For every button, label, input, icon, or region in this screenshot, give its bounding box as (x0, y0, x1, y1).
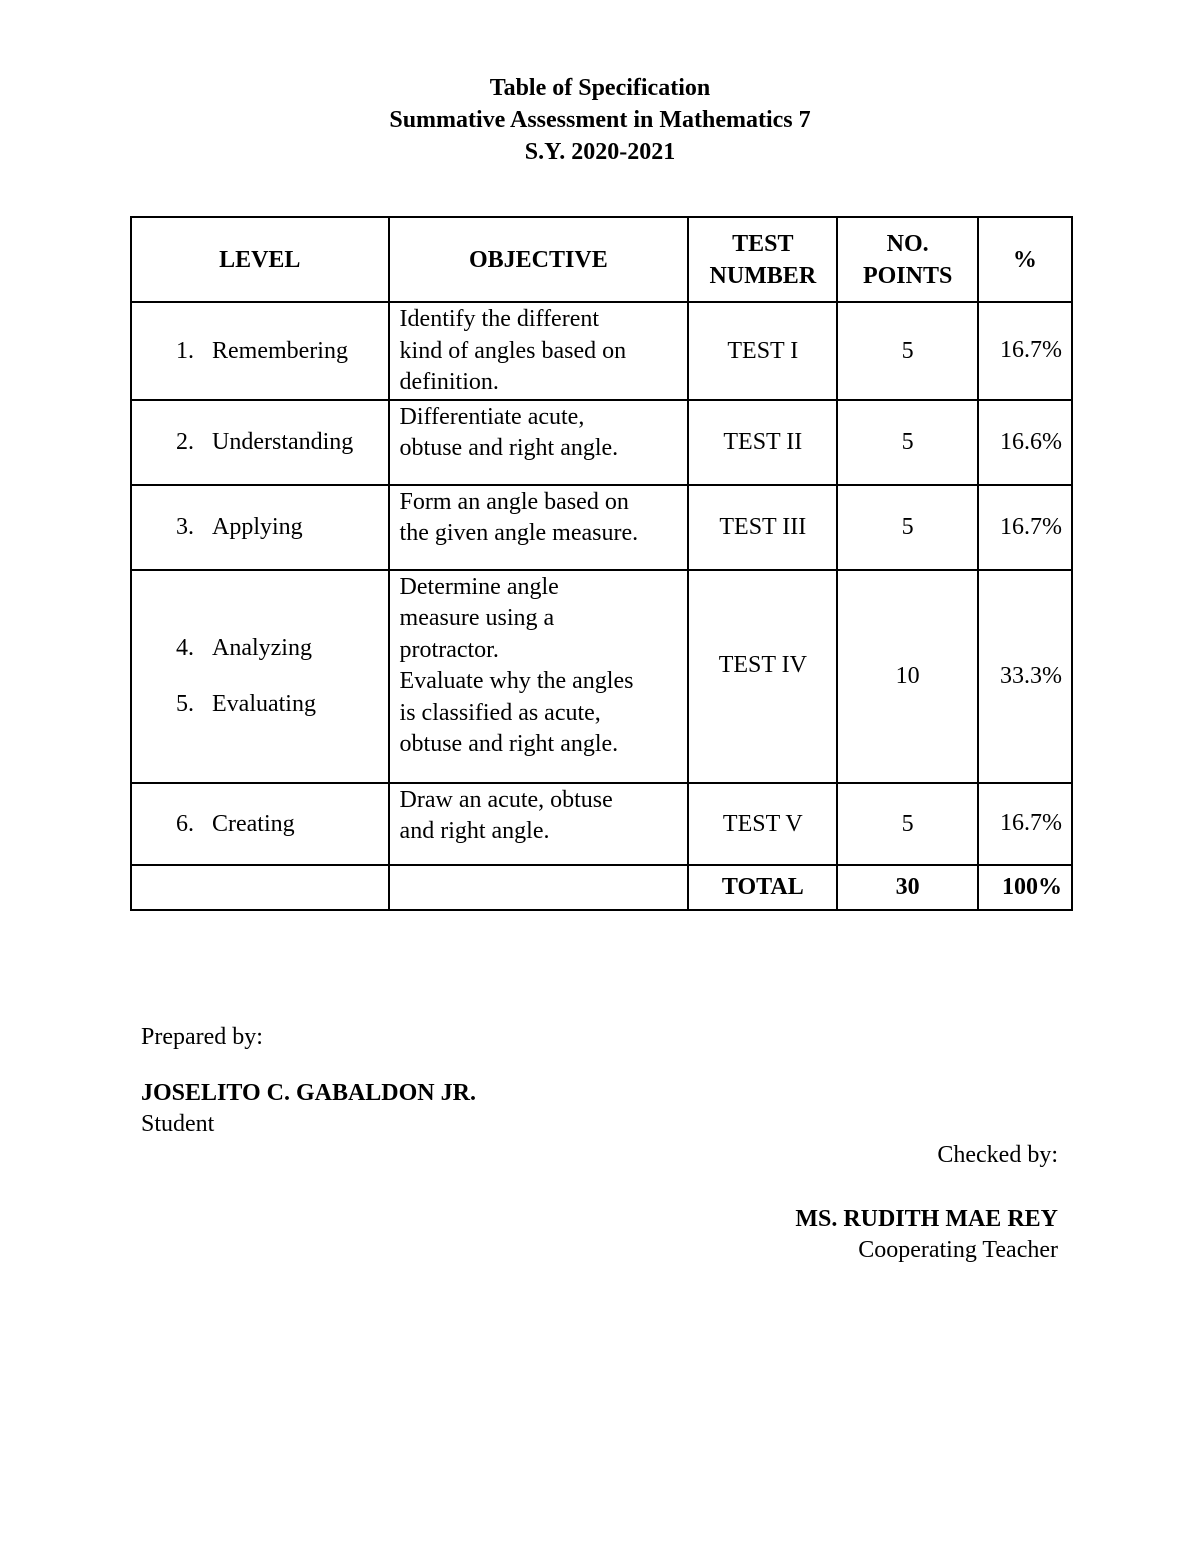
percent-cell: 16.6% (978, 400, 1072, 485)
total-label: TOTAL (688, 865, 837, 910)
level-cell (131, 783, 389, 865)
table-row (131, 302, 1072, 400)
header-level: LEVEL (131, 217, 389, 302)
objective-line: Identify the different (399, 306, 600, 332)
table-row (131, 783, 1072, 865)
header-test-number-line2: NUMBER (709, 262, 817, 289)
level-item (176, 688, 388, 720)
level-item (176, 511, 388, 543)
objective-line: measure using a (399, 605, 555, 631)
objective-cell (389, 570, 689, 783)
empty-cell (389, 865, 689, 910)
objective-cell (389, 485, 689, 570)
objective-cell (389, 783, 689, 865)
objective-cell (389, 400, 689, 485)
test-number-cell: TEST III (688, 485, 837, 570)
points-cell: 5 (837, 400, 977, 485)
level-cell (131, 400, 389, 485)
header-points-line2: POINTS (862, 262, 953, 289)
level-item (176, 808, 388, 840)
percent-cell: 33.3% (978, 570, 1072, 783)
table-row (131, 400, 1072, 485)
table-row (131, 485, 1072, 570)
header-objective: OBJECTIVE (389, 217, 689, 302)
level-name: Creating (212, 810, 295, 837)
level-cell (131, 570, 389, 783)
level-number: 4. (176, 635, 194, 661)
header-points-line1: NO. (886, 230, 929, 257)
prepared-by-role: Student (141, 1111, 215, 1137)
objective-line: Differentiate acute, (399, 403, 585, 430)
test-number-cell: TEST II (688, 400, 837, 485)
checked-by-name-text: MS. RUDITH MAE REY (795, 1206, 1058, 1232)
document-subtitle: Summative Assessment in Mathematics 7 (389, 107, 811, 133)
objective-line: the given angle measure. (399, 520, 639, 546)
objective-line: is classified as acute, (399, 699, 601, 726)
total-points: 30 (837, 865, 977, 910)
level-number: 5. (176, 691, 194, 717)
level-item (176, 335, 388, 367)
empty-cell (131, 865, 389, 910)
total-percent: 100% (978, 865, 1072, 910)
level-item (176, 632, 388, 664)
checked-by-role: Cooperating Teacher (858, 1237, 1058, 1263)
prepared-by-name-text: JOSELITO C. GABALDON JR. (141, 1080, 476, 1106)
prepared-by-label: Prepared by: (141, 1024, 263, 1050)
level-number: 6. (176, 810, 194, 837)
objective-line: Draw an acute, obtuse (399, 786, 613, 813)
checked-by-name (795, 1203, 1058, 1235)
level-name: Understanding (212, 429, 354, 455)
level-name: Evaluating (212, 691, 316, 717)
objective-line: Evaluate why the angles (399, 668, 634, 694)
level-number: 2. (176, 429, 194, 455)
objective-line: and right angle. (399, 818, 550, 844)
table-row (131, 570, 1072, 783)
objective-line: Form an angle based on (399, 488, 629, 515)
school-year: S.Y. 2020-2021 (524, 139, 676, 165)
percent-cell: 16.7% (978, 485, 1072, 570)
test-number-cell: TEST I (688, 302, 837, 400)
objective-line: obtuse and right angle. (399, 731, 619, 757)
level-item (176, 426, 388, 458)
level-number: 3. (176, 514, 194, 540)
objective-line: definition. (399, 369, 499, 395)
level-cell (131, 302, 389, 400)
level-number: 1. (176, 337, 194, 364)
points-cell: 10 (837, 570, 977, 783)
objective-line: obtuse and right angle. (399, 435, 619, 461)
test-number-cell: TEST IV (688, 570, 837, 783)
level-name: Remembering (212, 337, 348, 364)
level-cell (131, 485, 389, 570)
objective-line: kind of angles based on (399, 337, 627, 364)
objective-line: protractor. (399, 636, 499, 663)
test-number-cell: TEST V (688, 783, 837, 865)
prepared-by-name (141, 1077, 476, 1109)
header-row (131, 217, 1072, 302)
points-cell: 5 (837, 302, 977, 400)
header-test-number-line1: TEST (732, 230, 794, 257)
level-name: Applying (212, 514, 303, 540)
objective-cell (389, 302, 689, 400)
specification-table (130, 216, 1073, 911)
document-header (0, 72, 1200, 168)
objective-line: Determine angle (399, 573, 559, 600)
total-row (131, 865, 1072, 910)
points-cell: 5 (837, 485, 977, 570)
level-name: Analyzing (212, 635, 312, 661)
checked-by-label: Checked by: (937, 1142, 1058, 1168)
percent-cell: 16.7% (978, 783, 1072, 865)
percent-cell: 16.7% (978, 302, 1072, 400)
header-test-number (688, 217, 837, 302)
header-points (837, 217, 977, 302)
points-cell: 5 (837, 783, 977, 865)
document-title: Table of Specification (489, 75, 711, 101)
header-percent: % (978, 217, 1072, 302)
